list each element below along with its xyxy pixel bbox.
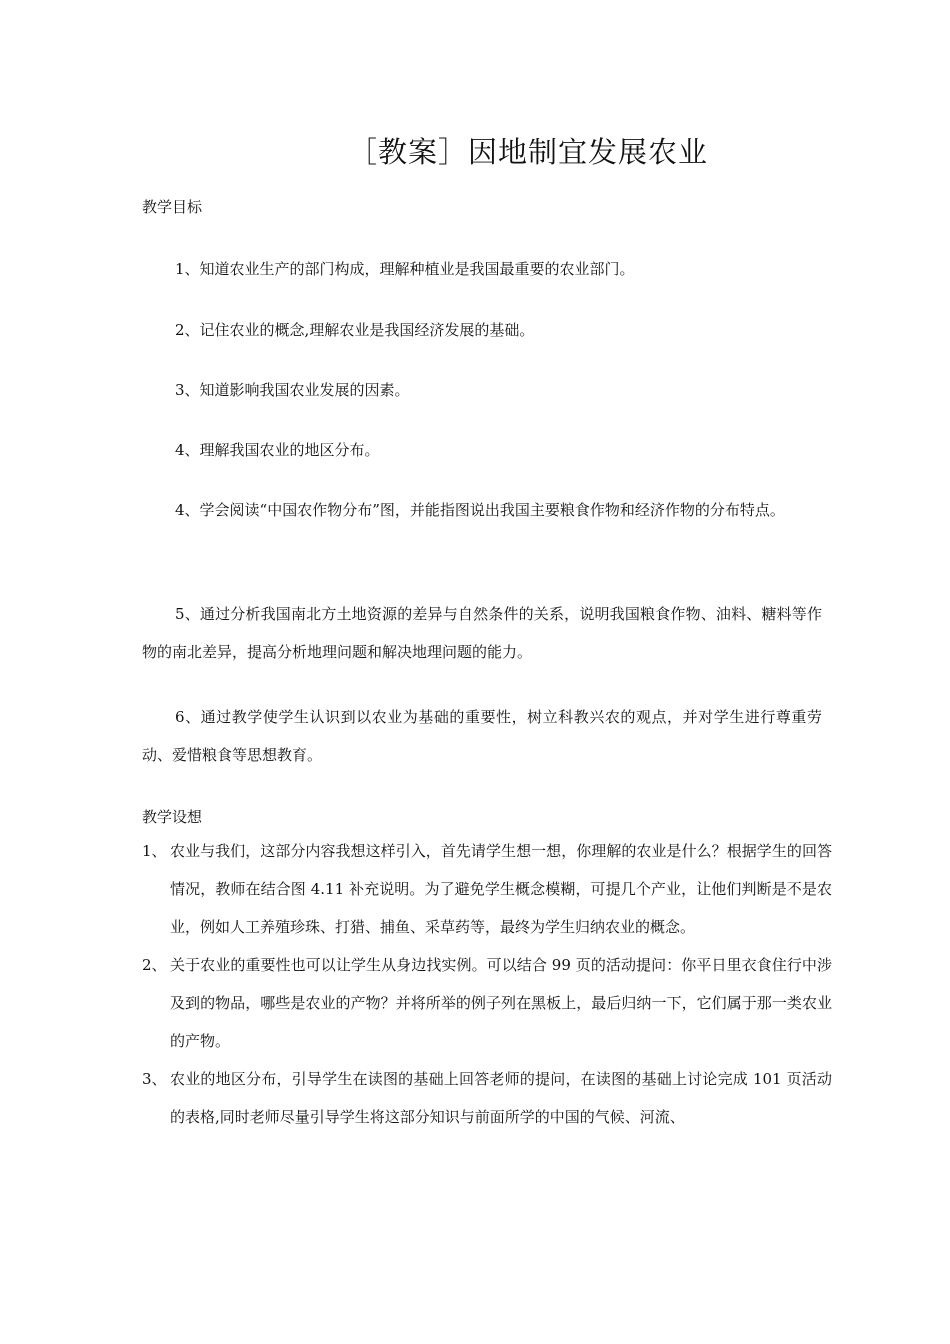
goal-item: 5、通过分析我国南北方土地资源的差异与自然条件的关系，说明我国粮食作物、油料、糖料等作物的南北差异，提高分析地理问题和解决地理问题的能力。 <box>142 605 822 661</box>
design-item-number: 1、 <box>142 842 167 860</box>
goal-item: 3、知道影响我国农业发展的因素。 <box>175 381 410 399</box>
design-item <box>142 1060 832 1136</box>
design-item-text: 农业的地区分布，引导学生在读图的基础上回答老师的提问，在读图的基础上讨论完成 101 页活动的表格,同时老师尽量引导学生将这部分知识与前面所学的中国的气候、河流、 <box>170 1070 832 1126</box>
design-heading: 教学设想 <box>142 808 203 826</box>
design-item-text: 关于农业的重要性也可以让学生从身边找实例。可以结合 99 页的活动提问：你平日里衣食住行中涉及到的物品，哪些是农业的产物？并将所举的例子列在黑板上，最后归纳一下，它们属于那一类农业的产物。 <box>170 956 832 1050</box>
document-title: ［教案］因地制宜发展农业 <box>348 135 709 169</box>
goal-item: 1、知道农业生产的部门构成，理解种植业是我国最重要的农业部门。 <box>175 260 635 278</box>
goal-item: 6、通过教学使学生认识到以农业为基础的重要性，树立科教兴农的观点，并对学生进行尊重劳动、爱惜粮食等思想教育。 <box>142 708 822 764</box>
goal-item: 2、记住农业的概念,理解农业是我国经济发展的基础。 <box>175 321 535 339</box>
goals-heading: 教学目标 <box>142 198 203 216</box>
goal-item: 4、理解我国农业的地区分布。 <box>175 441 380 459</box>
goal-item: 4、学会阅读“中国农作物分布”图，并能指图说出我国主要粮食作物和经济作物的分布特点。 <box>175 501 785 519</box>
design-list <box>142 832 832 1136</box>
design-item <box>142 946 832 1060</box>
design-item-text: 农业与我们，这部分内容我想这样引入，首先请学生想一想，你理解的农业是什么？根据学生的回答情况，教师在结合图 4.11 补充说明。为了避免学生概念模糊，可提几个产业，让他们判断是不是农业，例如人工养殖珍珠、打猎、捕鱼、采草药等，最终为学生归纳农业的概念。 <box>170 842 832 936</box>
design-item <box>142 832 832 946</box>
design-item-number: 2、 <box>142 956 167 974</box>
design-item-number: 3、 <box>142 1070 167 1088</box>
